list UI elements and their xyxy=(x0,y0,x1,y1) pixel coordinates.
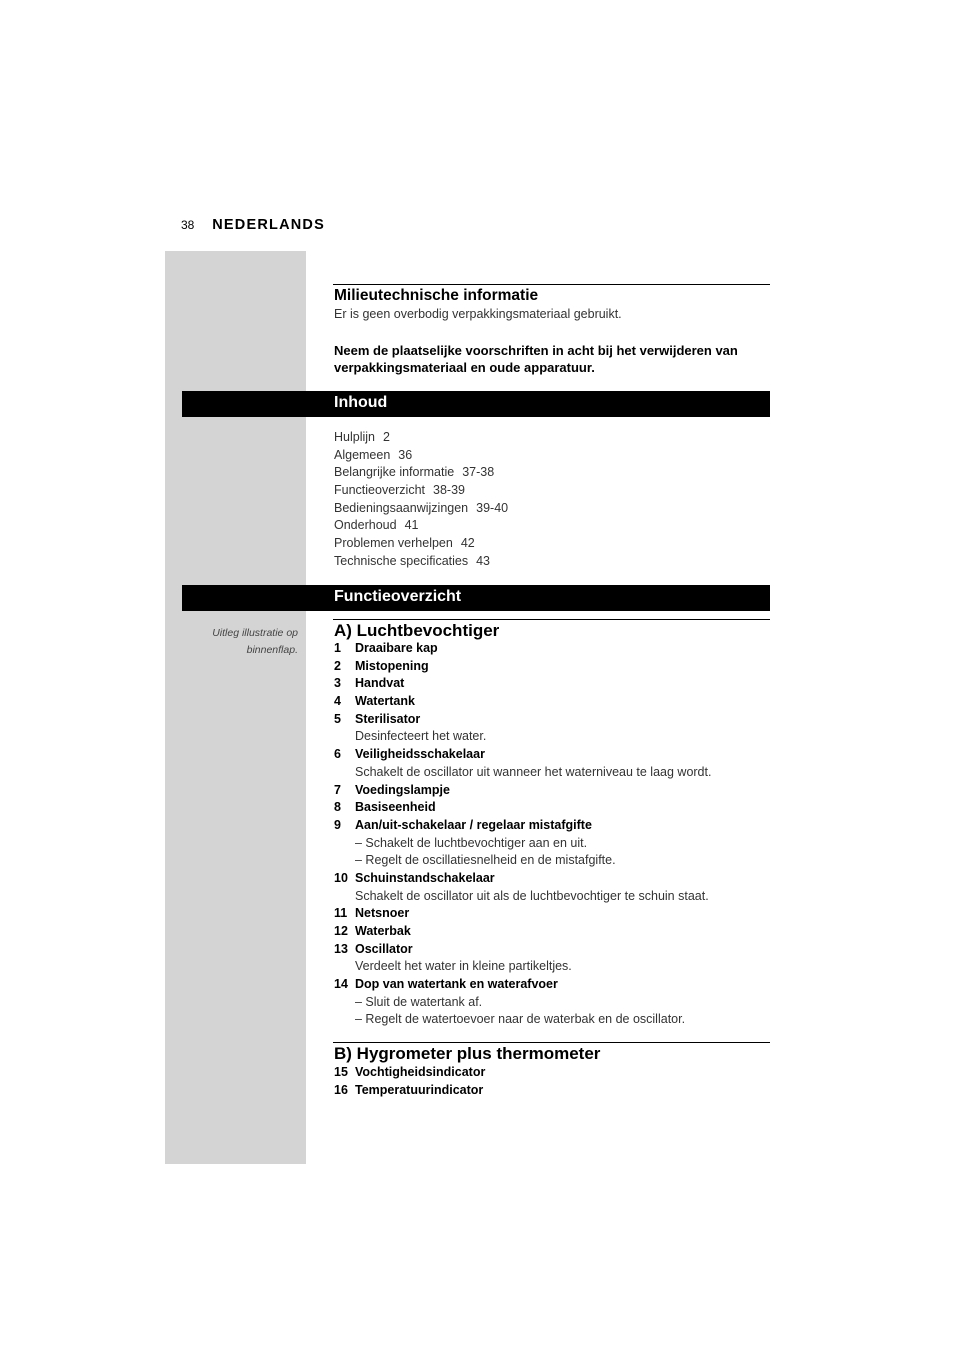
feature-item xyxy=(334,782,770,800)
feature-item xyxy=(334,941,770,959)
item-text: Aan/uit-schakelaar / regelaar mistafgifte xyxy=(355,817,592,832)
item-number: 4 xyxy=(334,694,341,709)
item-text: Schakelt de oscillator uit als de luchtbevochtiger te schuin staat. xyxy=(355,888,709,903)
item-text: Sterilisator xyxy=(355,711,421,726)
feature-description xyxy=(334,835,770,853)
toc-item: Hulplijn 2 xyxy=(334,430,390,444)
item-text: Schuinstandschakelaar xyxy=(355,870,495,885)
item-number: 10 xyxy=(334,870,348,885)
milieu-title: Milieutechnische informatie xyxy=(334,287,539,304)
feature-item xyxy=(334,923,770,941)
feature-description xyxy=(334,888,770,906)
item-text: Mistopening xyxy=(355,658,429,673)
feature-item xyxy=(334,1082,770,1100)
item-text: Basiseenheid xyxy=(355,800,436,815)
item-text: – Regelt de watertoevoer naar de waterbak en de oscillator. xyxy=(355,1012,686,1027)
feature-item xyxy=(334,675,770,693)
item-number: 1 xyxy=(334,641,341,655)
feature-item xyxy=(334,817,770,835)
item-text: Voedingslampje xyxy=(355,782,450,797)
item-text: Dop van watertank en waterafvoer xyxy=(355,977,558,992)
feature-item xyxy=(334,905,770,923)
section-a-list xyxy=(334,640,770,1029)
item-number: 14 xyxy=(334,977,348,992)
item-number: 7 xyxy=(334,782,341,797)
side-note: Uitleg illustratie op binnenflap. xyxy=(212,627,298,656)
item-text: Handvat xyxy=(355,676,405,691)
section-rule xyxy=(333,1042,770,1043)
item-number: 12 xyxy=(334,924,348,938)
feature-item xyxy=(334,640,770,658)
item-number: 11 xyxy=(334,906,348,921)
milieu-bold-text: Neem de plaatselijke voorschriften in acht bij het verwijderen van verpakkingsmateriaal en oude apparatuur. xyxy=(334,343,738,375)
toc-item: Problemen verhelpen 42 xyxy=(334,536,475,551)
gray-sidebar xyxy=(165,251,306,1164)
feature-item xyxy=(334,976,770,994)
feature-item xyxy=(334,870,770,888)
section-rule xyxy=(333,284,770,285)
item-text: Oscillator xyxy=(355,941,413,956)
item-text: Watertank xyxy=(355,694,415,709)
functie-bar xyxy=(182,585,770,611)
item-text: – Sluit de watertank af. xyxy=(355,994,483,1009)
feature-item xyxy=(334,658,770,676)
item-text: Temperatuurindicator xyxy=(355,1082,484,1097)
functie-title: Functieoverzicht xyxy=(334,588,462,605)
toc-item: Functieoverzicht 38-39 xyxy=(334,483,465,498)
section-rule xyxy=(333,619,770,620)
item-number: 2 xyxy=(334,658,341,673)
language-heading: NEDERLANDS xyxy=(212,217,325,233)
feature-description xyxy=(334,958,770,976)
item-text: Netsnoer xyxy=(355,906,410,921)
item-number: 13 xyxy=(334,941,348,956)
toc-item: Algemeen 36 xyxy=(334,447,413,462)
feature-description xyxy=(334,852,770,870)
feature-description xyxy=(334,994,770,1012)
section-b-list xyxy=(334,1064,770,1099)
feature-item xyxy=(334,1064,770,1082)
toc-item: Onderhoud 41 xyxy=(334,518,419,533)
item-text: Vochtigheidsindicator xyxy=(355,1065,486,1079)
item-text: – Regelt de oscillatiesnelheid en de mistafgifte. xyxy=(355,853,616,868)
item-text: Desinfecteert het water. xyxy=(355,729,487,744)
feature-item xyxy=(334,693,770,711)
inhoud-bar xyxy=(182,391,770,417)
item-number: 6 xyxy=(334,747,341,762)
feature-description xyxy=(334,1011,770,1029)
item-text: Veiligheidsschakelaar xyxy=(355,747,485,762)
item-number: 5 xyxy=(334,711,341,726)
item-text: Schakelt de oscillator uit wanneer het waterniveau te laag wordt. xyxy=(355,764,712,779)
toc-item: Technische specificaties 43 xyxy=(334,553,491,568)
inhoud-title: Inhoud xyxy=(334,394,388,411)
feature-item xyxy=(334,711,770,729)
feature-description xyxy=(334,764,770,782)
section-b-title: B) Hygrometer plus thermometer xyxy=(334,1044,601,1063)
feature-item xyxy=(334,799,770,817)
feature-item xyxy=(334,746,770,764)
page-header xyxy=(181,216,325,233)
item-number: 15 xyxy=(334,1065,348,1079)
toc-item: Bedieningsaanwijzingen 39-40 xyxy=(334,500,509,515)
item-text: – Schakelt de luchtbevochtiger aan en uit. xyxy=(355,835,588,850)
feature-description xyxy=(334,728,770,746)
section-a-title: A) Luchtbevochtiger xyxy=(334,621,500,640)
item-number: 16 xyxy=(334,1082,348,1097)
table-of-contents xyxy=(334,429,508,571)
item-number: 9 xyxy=(334,817,341,832)
item-number: 8 xyxy=(334,800,341,815)
item-text: Draaibare kap xyxy=(355,641,438,655)
item-number: 3 xyxy=(334,676,341,691)
page-number: 38 xyxy=(181,218,195,232)
milieu-text: Er is geen overbodig verpakkingsmateriaal gebruikt. xyxy=(334,307,622,321)
toc-item: Belangrijke informatie 37-38 xyxy=(334,465,495,480)
item-text: Verdeelt het water in kleine partikeltjes. xyxy=(355,959,572,974)
item-text: Waterbak xyxy=(355,924,411,938)
